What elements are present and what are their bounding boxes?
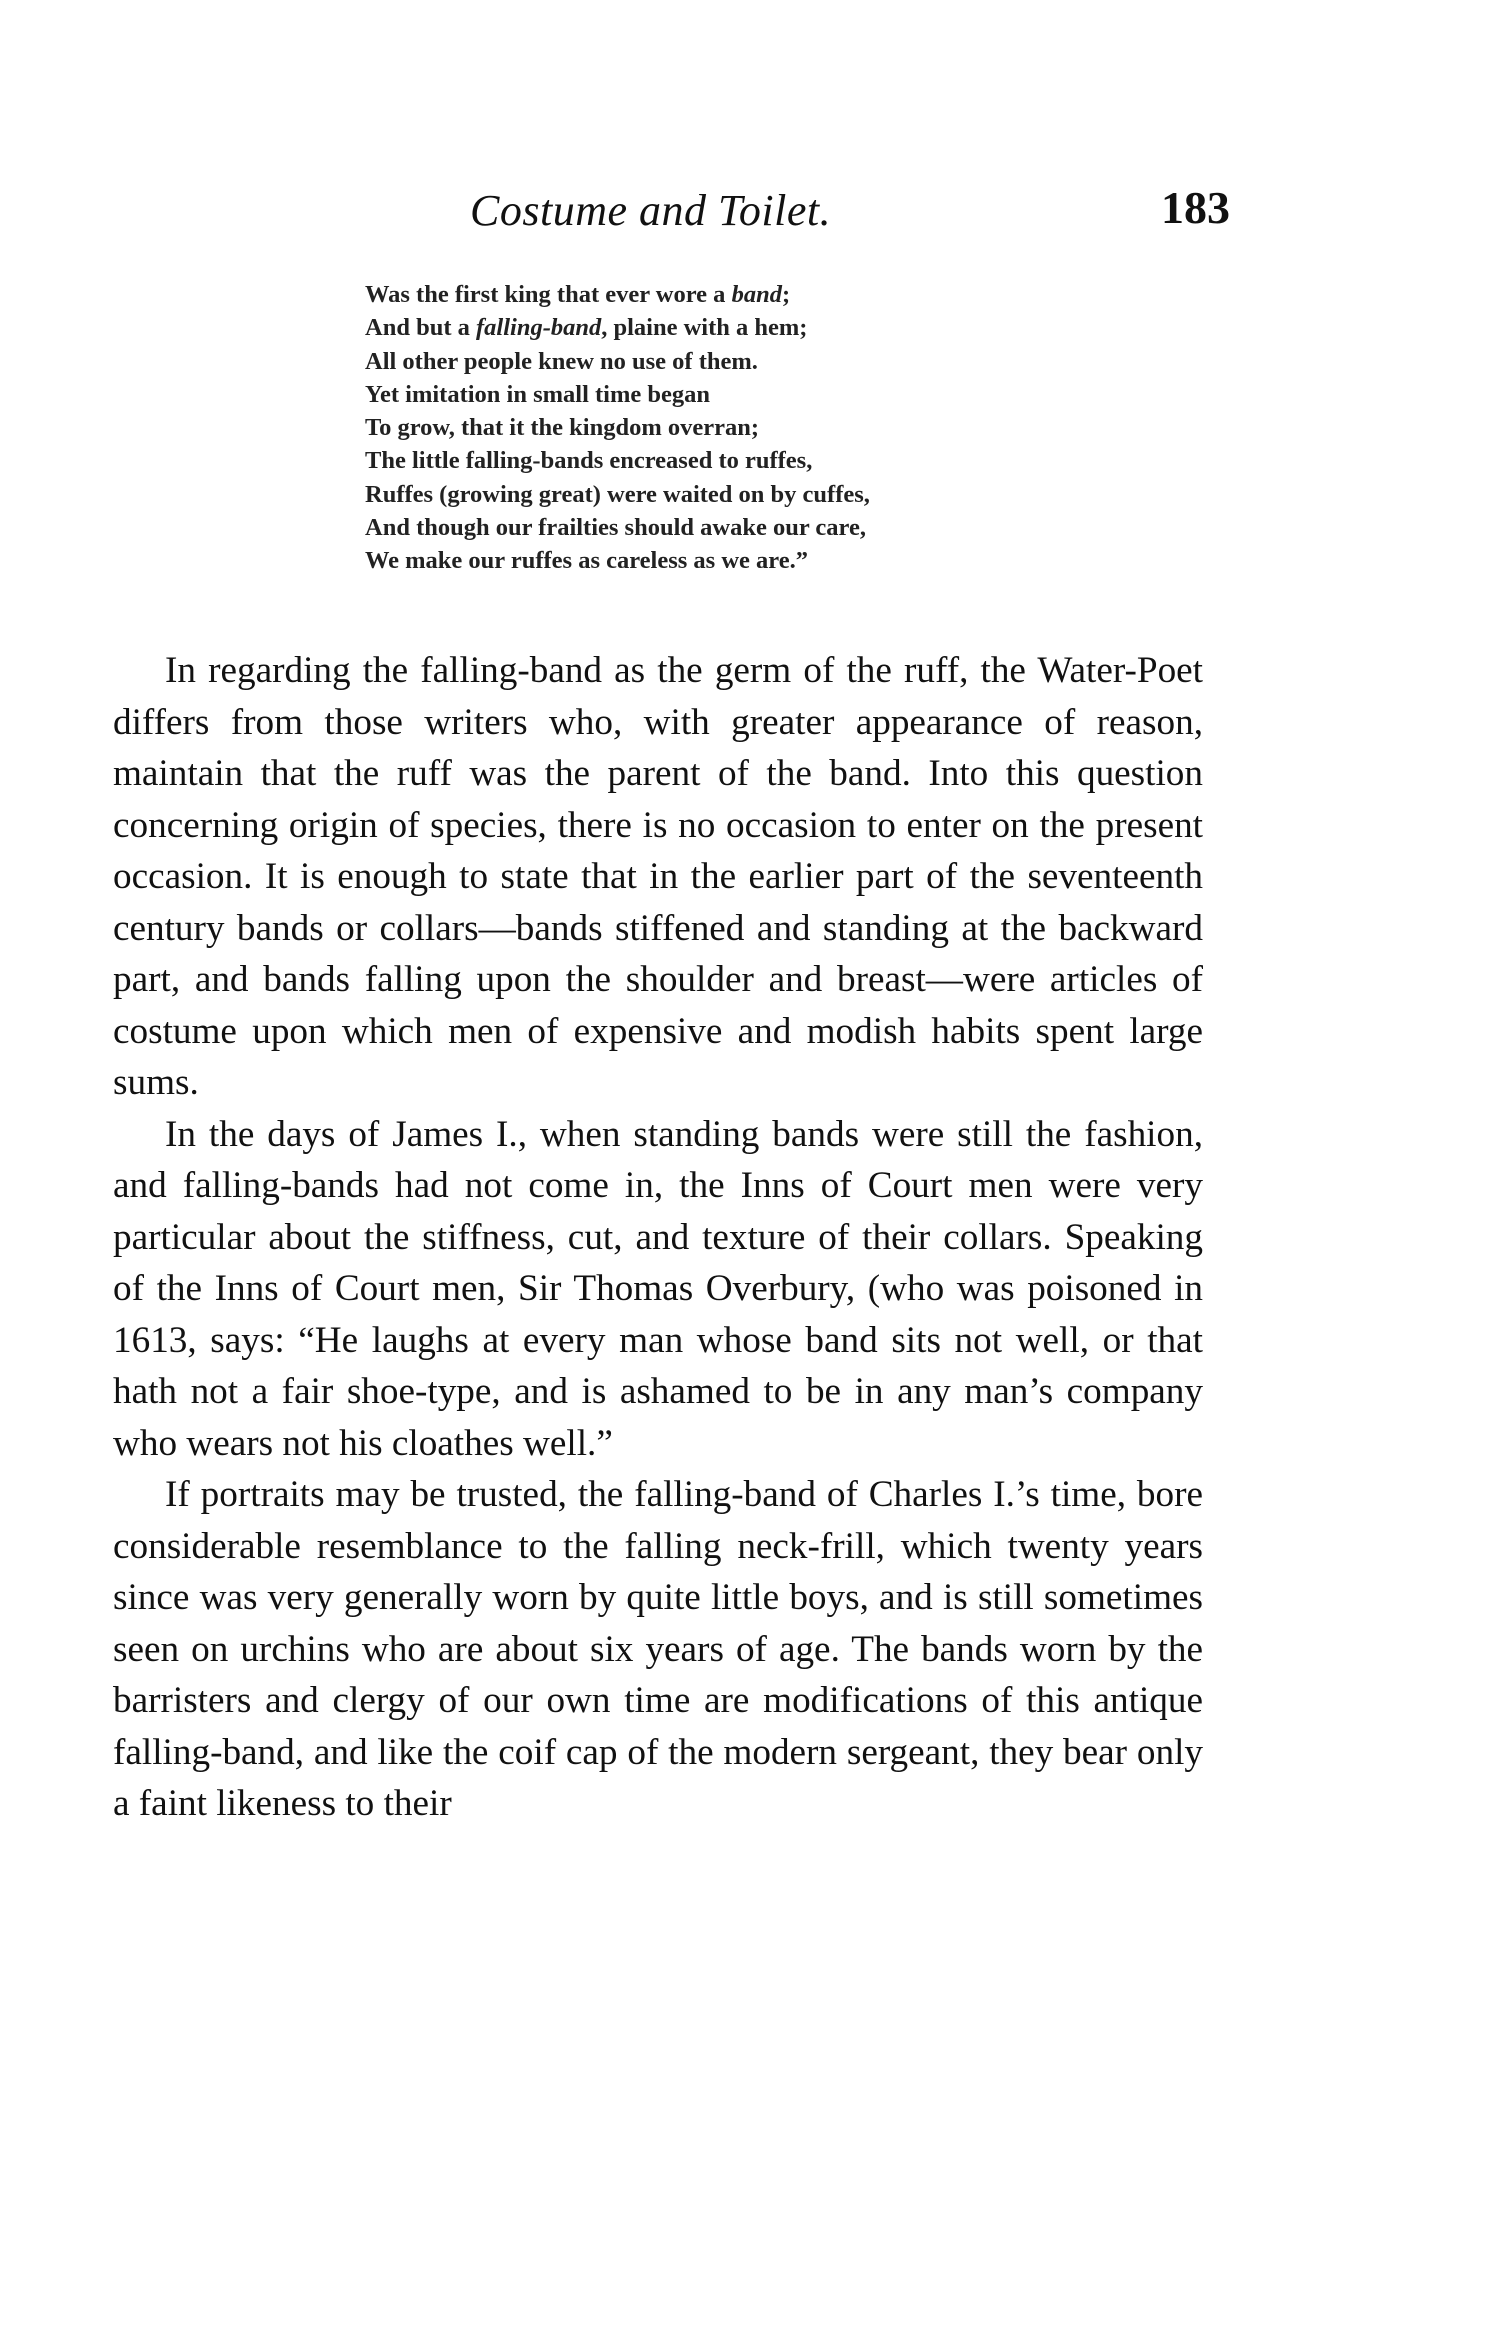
body-text [113,645,1203,1830]
running-header [470,182,1230,255]
verse-line [365,345,1125,378]
verse-text: , plaine with a hem; [601,314,808,342]
verse-text: The little falling-bands encreased to ruffes, [365,447,813,475]
verse-line [365,411,1125,444]
verse-line [365,478,1125,511]
running-title: Costume and Toilet. [470,186,832,235]
verse-text: Yet imitation in small time began [365,380,711,408]
verse-text: ; [781,281,791,308]
verse-line [365,444,1125,477]
verse-text: And but a [365,314,476,342]
page-number: 183 [1161,182,1230,233]
verse-line [365,311,1125,344]
verse-text: Was the first king that ever wore a [365,281,732,308]
verse-text: And though our frailties should awake our care, [365,514,866,542]
verse-line [365,544,1125,577]
verse-text: To grow, that it the kingdom overran; [365,414,760,442]
paragraph-falling-band-origin: In regarding the falling-band as the germ of the ruff, the Water-Poet differs from those writers who, with greater appearance of reason, maintain that the ruff was the parent of the band. Into this question concerning origin of species, there is no occasion to enter on the present occasion. It is enough to state that in the earlier part of the seventeenth century bands or collars—bands stiffened and standing at the backward part, and bands falling upon the shoulder and breast—were articles of costume upon which men of expensive and modish habits spent large sums. [113,650,1203,1103]
verse-text: All other people knew no use of them. [365,347,758,375]
verse-line [365,378,1125,411]
verse-italic-word: band [731,281,782,308]
paragraph-charles-portraits: If portraits may be trusted, the falling-band of Charles I.’s time, bore considerable resemblance to the falling neck-frill, which twenty years since was very generally worn by quite little boys, and is still sometimes seen on urchins who are about six years of age. The bands worn by the barristers and clergy of our own time are modifications of this antique falling-band, and like the coif cap of the modern sergeant, they bear only a faint likeness to their [113,1474,1203,1824]
verse-quotation [365,278,1125,578]
verse-line [365,511,1125,544]
verse-text: We make our ruffes as careless as we are.” [365,547,808,575]
verse-line [365,278,1125,311]
verse-italic-word: falling-band [475,314,602,342]
paragraph-inns-of-court: In the days of James I., when standing bands were still the fashion, and falling-bands had not come in, the Inns of Court men were very particular about the stiffness, cut, and texture of their collars. Speaking of the Inns of Court men, Sir Thomas Overbury, (who was poisoned in 1613, says: “He laughs at every man whose band sits not well, or that hath not a fair shoe-type, and is ashamed to be in any man’s company who wears not his cloathes well.” [113,1113,1203,1464]
verse-text: Ruffes (growing great) were waited on by cuffes, [365,480,870,508]
